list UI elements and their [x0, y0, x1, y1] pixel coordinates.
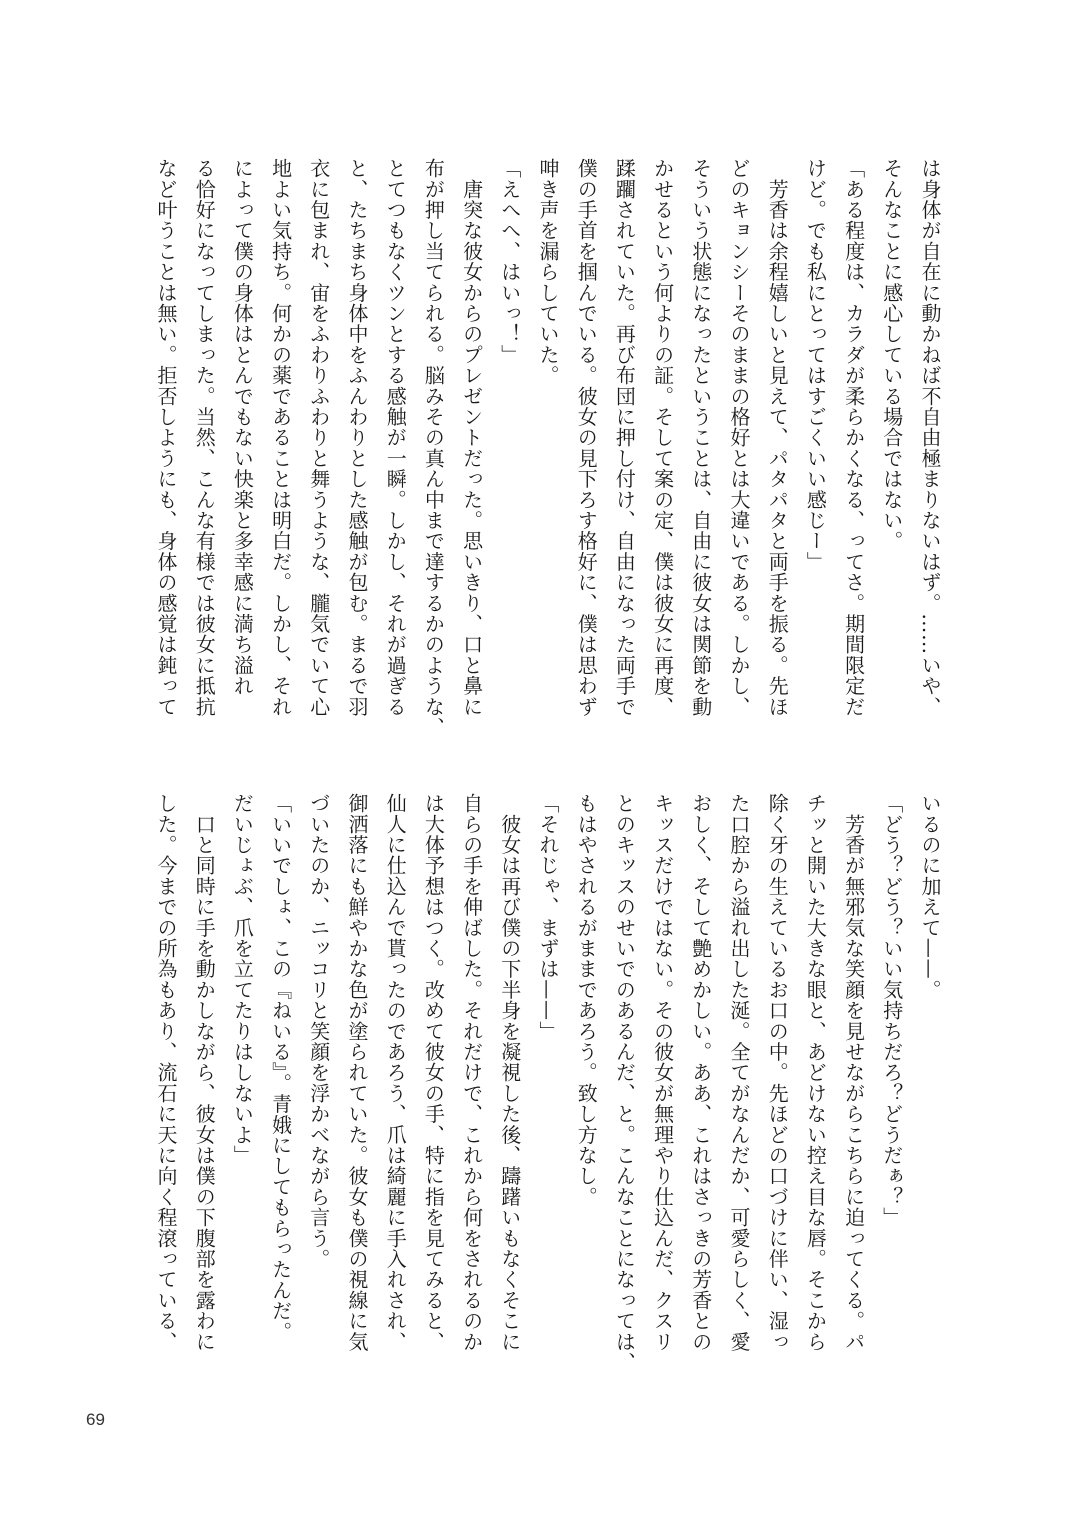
text-column: 地よい気持ち。何かの薬であることは明白だ。しかし、それ: [268, 158, 293, 717]
text-column: おしく、そして艶めかしい。ああ、これはさっきの芳香との: [688, 793, 713, 1352]
text-column: と、たちまち身体中をふんわりとした感触が包む。まるで羽: [345, 158, 369, 717]
text-column: 唐突な彼女からのプレゼントだった。思いきり、口と鼻に: [459, 158, 484, 717]
text-column: など叶うことは無い。拒否しようにも、身体の感覚は鈍って: [154, 158, 178, 717]
text-column: は身体が自在に動かねば不自由極まりないはず。……いや、: [918, 158, 942, 717]
text-column: かせるという何よりの証。そして案の定、僕は彼女に再度、: [650, 158, 675, 717]
text-column: によって僕の身体はとんでもない快楽と多幸感に満ち溢れ: [230, 158, 255, 697]
text-column: 芳香が無邪気な笑顔を見せながらこちらに迫ってくる。パ: [841, 793, 866, 1352]
text-column: 「いいでしょ、この『ねいる』。青娥にしてもらったんだ。: [268, 793, 293, 1342]
text-column: た口腔から溢れ出した涎。全てがなんだか、可愛らしく、愛: [727, 793, 751, 1352]
text-column: キッスだけではない。その彼女が無理やり仕込んだ、クスリ: [650, 793, 675, 1352]
text-column: 除く牙の生えているお口の中。先ほどの口づけに伴い、湿っ: [765, 793, 790, 1352]
text-column: 自らの手を伸ばした。それだけで、これから何をされるのか: [459, 793, 484, 1352]
page-number: 69: [86, 1410, 105, 1429]
upper-text-block: [0, 158, 1080, 748]
text-column: 「どう？どう？いい気持ちだろ？どうだぁ？」: [879, 793, 904, 1228]
text-column: 衣に包まれ、宙をふわりふわりと舞うような、朧気でいて心: [306, 158, 331, 717]
text-column: 芳香は余程嬉しいと見えて、パタパタと両手を振る。先ほ: [765, 158, 790, 717]
text-column: 「ある程度は、カラダが柔らかくなる、ってさ。期間限定だ: [841, 158, 866, 717]
lower-text-block: [0, 793, 1080, 1383]
text-column: 御洒落にも鮮やかな色が塗られていた。彼女も僕の視線に気: [345, 793, 369, 1352]
text-column: 「えへへ、はいっ！」: [497, 158, 522, 365]
text-column: 僕の手首を掴んでいる。彼女の見下ろす格好に、僕は思わず: [574, 158, 599, 717]
text-column: は大体予想はつく。改めて彼女の手、特に指を見てみると、: [421, 793, 446, 1352]
text-column: どのキョンシーそのままの格好とは大違いである。しかし、: [727, 158, 751, 717]
text-column: る恰好になってしまった。当然、こんな有様では彼女に抵抗: [192, 158, 217, 717]
text-column: いるのに加えて——。: [918, 793, 942, 1000]
text-column: 仙人に仕込んで貰ったのであろう、爪は綺麗に手入れされ、: [383, 793, 408, 1352]
text-column: 布が押し当てられる。脳みその真ん中まで達するかのような、: [421, 158, 446, 738]
text-column: そういう状態になったということは、自由に彼女は関節を動: [688, 158, 713, 717]
text-column: 蹂躙されていた。再び布団に押し付け、自由になった両手で: [612, 158, 637, 717]
text-column: 口と同時に手を動かしながら、彼女は僕の下腹部を露わに: [192, 793, 217, 1352]
text-column: 「それじゃ、まずは——」: [536, 793, 560, 1042]
text-column: そんなことに感心している場合ではない。: [879, 158, 904, 552]
text-column: 呻き声を漏らしていた。: [536, 158, 560, 386]
text-column: とのキッスのせいでのあるんだ、と。こんなことになっては、: [612, 793, 637, 1373]
text-column: もはやされるがままであろう。致し方なし。: [574, 793, 599, 1207]
text-column: チッと開いた大きな眼と、あどけない控え目な唇。そこから: [803, 793, 828, 1352]
text-column: 彼女は再び僕の下半身を凝視した後、躊躇いもなくそこに: [497, 793, 522, 1352]
text-column: とてつもなくツンとする感触が一瞬。しかし、それが過ぎる: [383, 158, 408, 717]
text-column: した。今までの所為もあり、流石に天に向く程滾っている、: [154, 793, 178, 1352]
text-column: だいじょぶ、爪を立てたりはしないよ」: [230, 793, 255, 1166]
text-column: けど。でも私にとってはすごくいい感じー」: [803, 158, 828, 572]
text-column: づいたのか、ニッコリと笑顔を浮かべながら言う。: [306, 793, 331, 1270]
